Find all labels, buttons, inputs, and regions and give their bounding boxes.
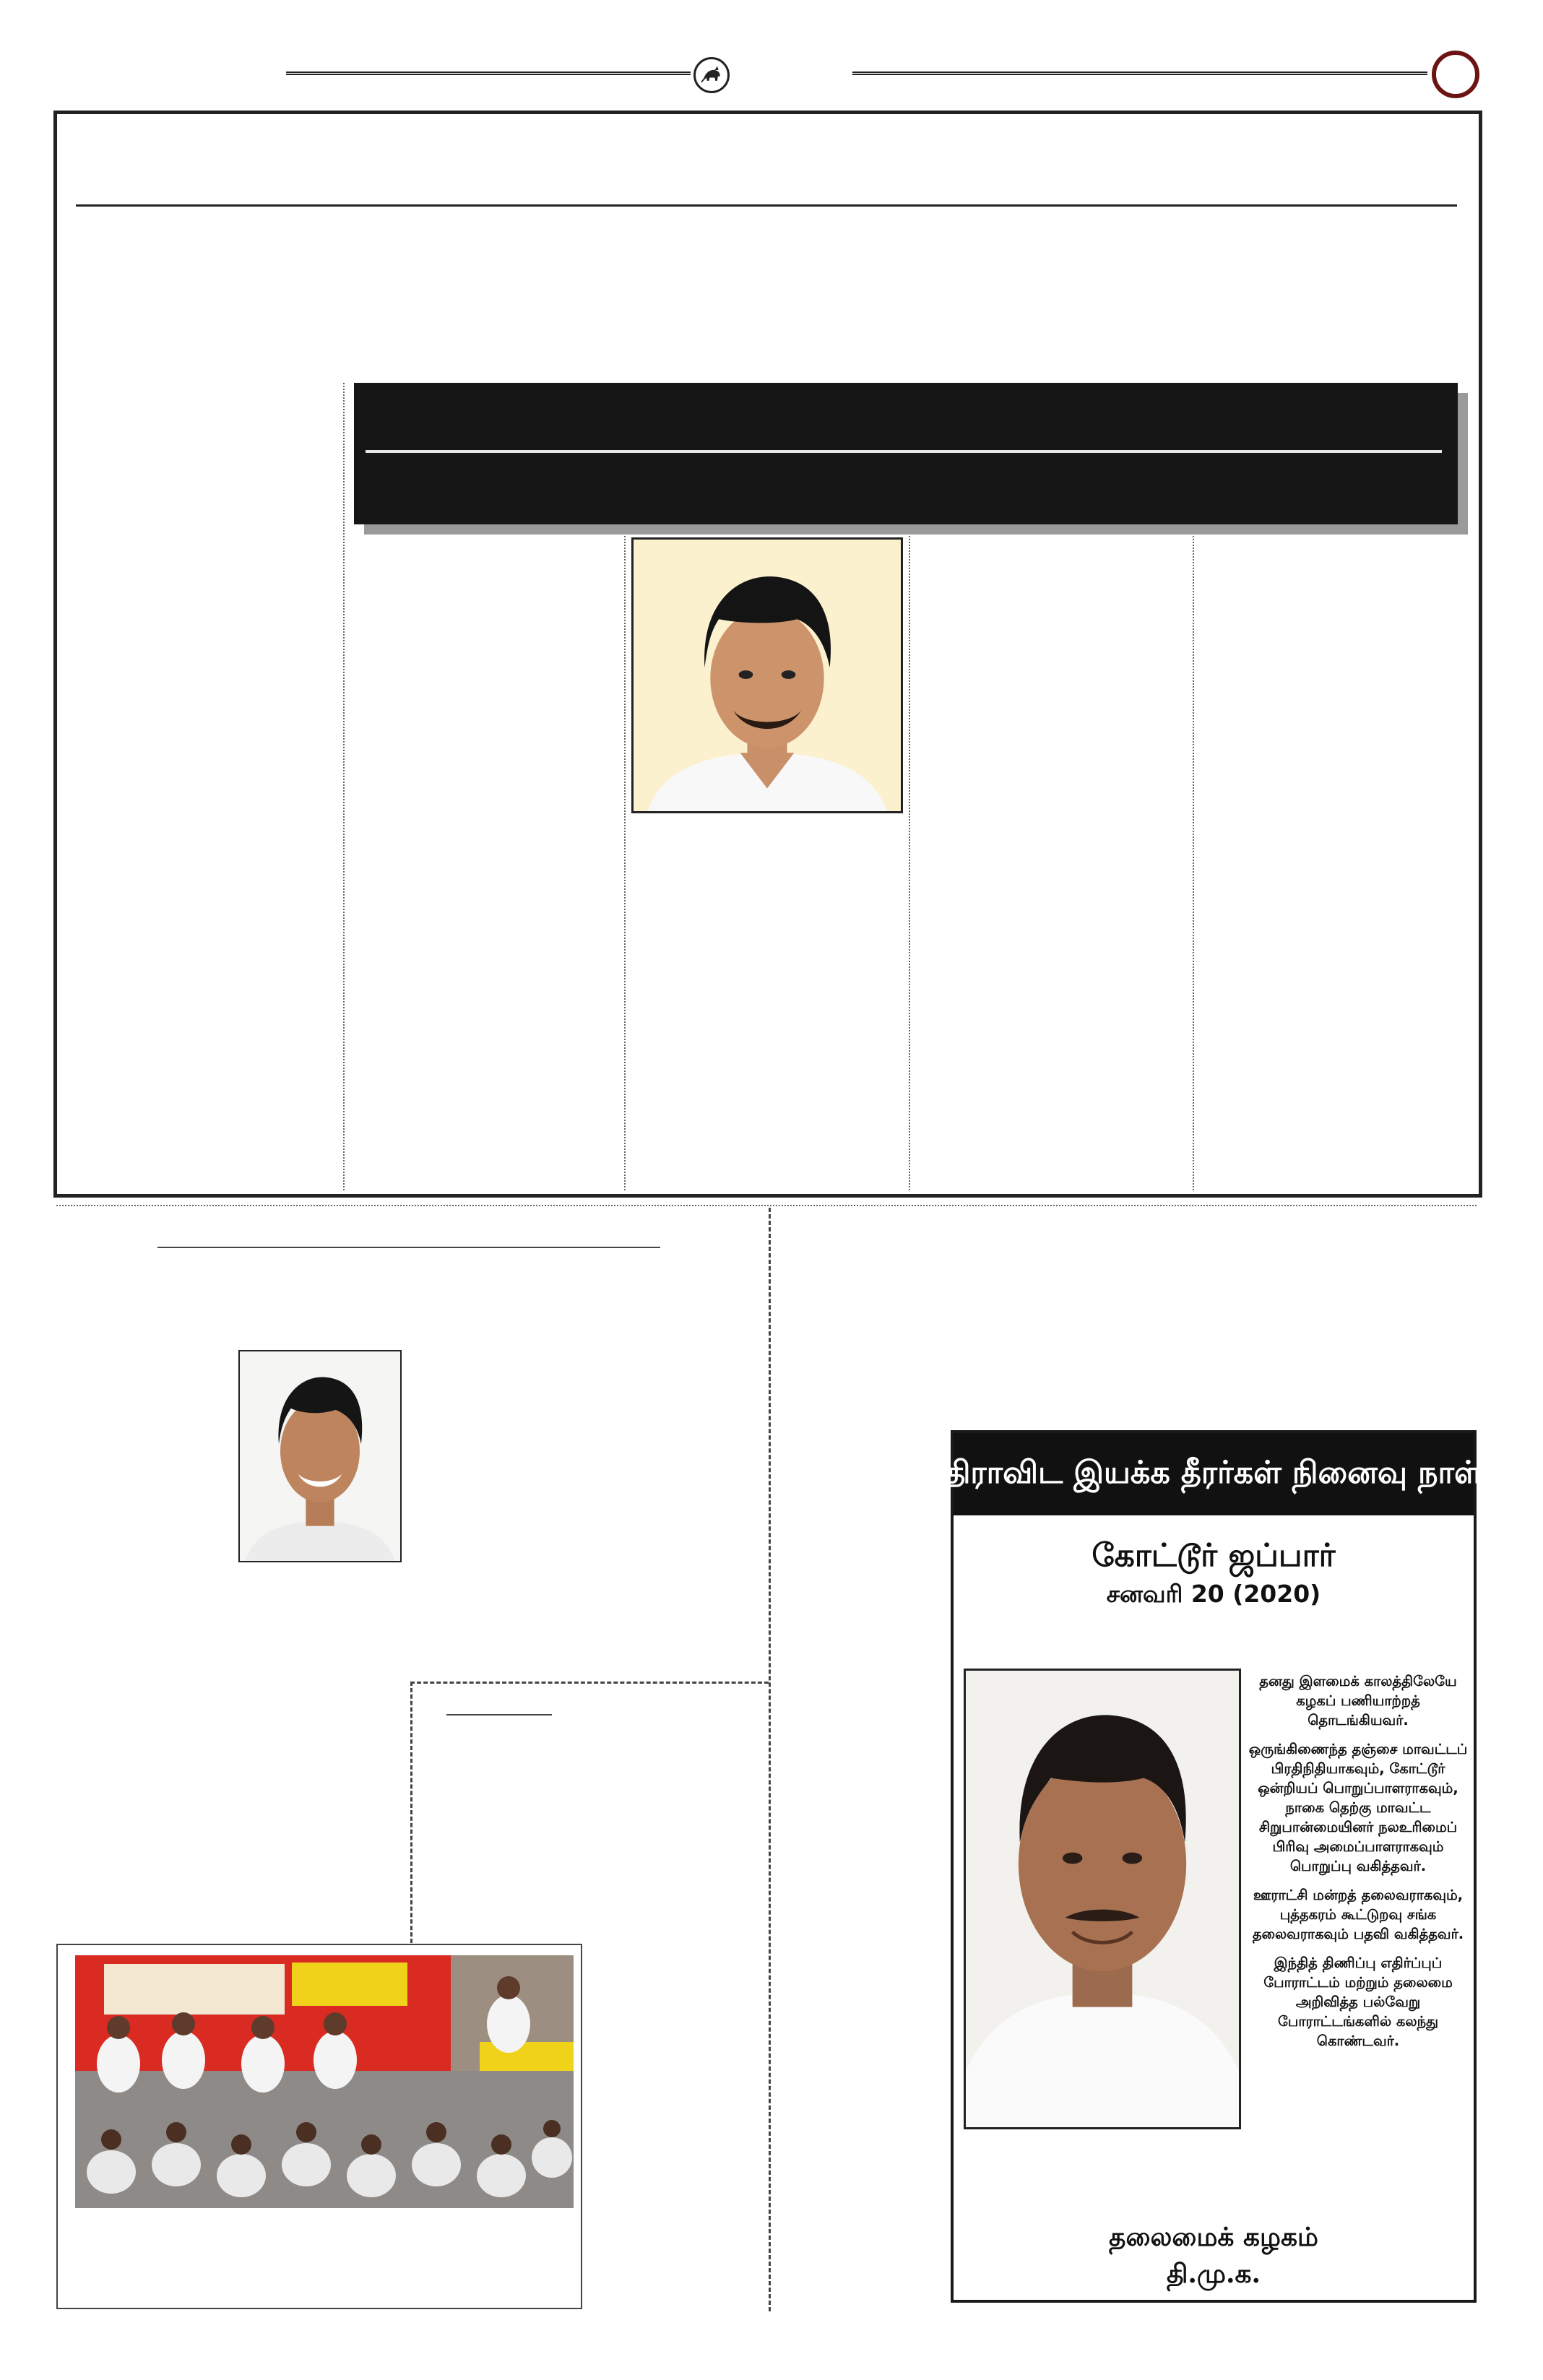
column-separator: [909, 530, 910, 1190]
boxed-item-rule: [446, 1714, 552, 1715]
column-separator: [1193, 530, 1194, 1190]
memorial-heading: திராவிட இயக்க தீரர்கள் நினைவு நாள்: [954, 1433, 1474, 1515]
column-divider: [769, 1208, 771, 2311]
party-emblem-icon: [693, 57, 730, 93]
memorial-portrait: [964, 1669, 1241, 2129]
memorial-bio-paragraph: ஊராட்சி மன்றத் தலைவராகவும், புத்தகரம் கூட்டுறவு சங்க தலைவராகவும் பதவி வகித்தவர்.: [1252, 1887, 1464, 1942]
subheading-bar-rule: [366, 450, 1442, 453]
memorial-name: கோட்டூர் ஜப்பார்: [1092, 1537, 1336, 1574]
boxed-item-top-border: [410, 1682, 769, 1684]
page-number-circle: [1432, 51, 1479, 98]
header-rule-left: [286, 72, 691, 75]
memorial-bio-paragraph: தனது இளமைக் காலத்திலேயே கழகப் பணியாற்றத் தொடங்கியவர்.: [1259, 1673, 1457, 1728]
column-separator: [343, 383, 345, 1190]
event-photo-frame: [56, 1944, 582, 2309]
memorial-footer-party: தி.மு.க.: [1166, 2259, 1261, 2289]
memorial-bio: [1245, 1671, 1471, 2060]
memorial-date: சனவரி 20 (2020): [1106, 1580, 1321, 1608]
column-separator: [624, 530, 626, 1190]
boxed-item-left-border: [410, 1682, 412, 1943]
article-rule: [157, 1247, 660, 1248]
header-rule-right: [852, 72, 1427, 75]
event-photo: [75, 1955, 574, 2208]
headline-rule: [76, 204, 1457, 207]
memorial-bio-paragraph: ஒருங்கிணைந்த தஞ்சை மாவட்டப் பிரதிநிதியாகவும், கோட்டூர் ஒன்றியப் பொறுப்பாளராகவும், நாகை தெற்கு மாவட்ட சிறுபான்மையினர் நலஉரிமைப் பிரிவு அமைப்பாளராகவும் பொறுப்பு வகித்தவர்.: [1248, 1741, 1468, 1874]
portrait-photo: [631, 537, 903, 813]
portrait-photo-small: [238, 1350, 402, 1562]
memorial-notice: [945, 1430, 1482, 2303]
memorial-bio-paragraph: இந்தித் திணிப்பு எதிர்ப்புப் போராட்டம் மற்றும் தலைமை அறிவித்த பல்வேறு போராட்டங்களில் கலந்து கொண்டவர்.: [1263, 1955, 1453, 2049]
subheading-bar: [354, 383, 1458, 524]
section-divider: [56, 1205, 1477, 1206]
memorial-footer-org: தலைமைக் கழகம்: [1109, 2222, 1318, 2252]
